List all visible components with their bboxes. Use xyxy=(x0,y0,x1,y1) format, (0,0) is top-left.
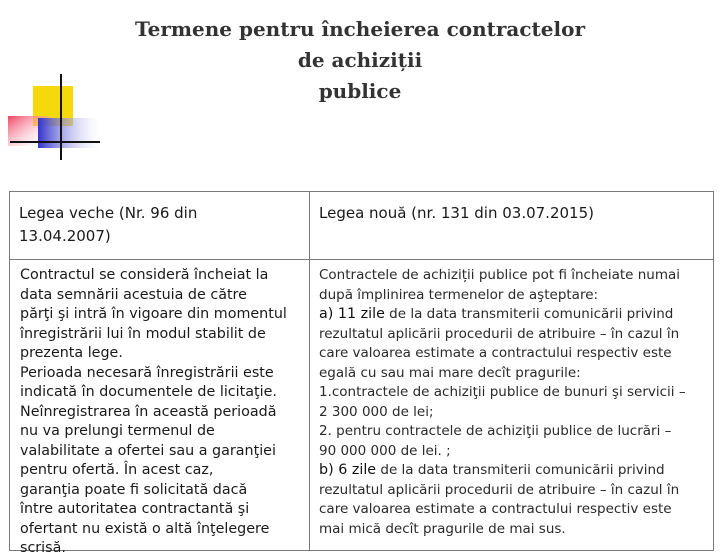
old-law-line: Perioada necesară înregistrării este xyxy=(20,364,274,381)
table-body-row xyxy=(10,260,714,551)
header-old-law-line: 13.04.2007) xyxy=(19,227,111,245)
table-header-row xyxy=(10,192,714,260)
old-law-line: scrisă. xyxy=(20,540,66,556)
header-old-law-line: Legea veche (Nr. 96 din xyxy=(19,204,198,222)
new-law-line-text: 2 300 000 de lei; xyxy=(319,403,434,420)
new-law-line xyxy=(319,383,709,403)
new-law-line xyxy=(319,344,709,364)
new-law-line xyxy=(319,481,709,501)
new-law-line xyxy=(319,403,709,423)
old-law-line: ofertant nu există o altă înţelegere xyxy=(20,520,270,537)
old-law-line: Contractul se consideră încheiat la xyxy=(20,267,269,283)
new-law-line-text: mai mică decît pragurile de mai sus. xyxy=(319,520,566,537)
old-law-line: valabilitate a ofertei sau a garanţiei xyxy=(20,442,276,459)
new-law-line-text: de la data transmiterii comunicării privind xyxy=(376,462,665,478)
old-law-line: indicată în documentele de licitaţie. xyxy=(20,384,277,400)
new-law-line-text: care valoarea estimate a contractului respectiv este xyxy=(319,501,672,517)
body-cell-old-law xyxy=(10,260,310,556)
old-law-text xyxy=(10,260,309,559)
new-law-line-text: Contractele de achiziții publice pot fi încheiate numai xyxy=(319,267,681,283)
new-law-line xyxy=(319,325,709,345)
new-law-line xyxy=(319,305,709,325)
old-law-line: garanţia poate fi solicitată dacă xyxy=(20,481,248,498)
new-law-line xyxy=(319,286,709,306)
title-line-1: Termene pentru încheierea contractelor de achiziții xyxy=(135,17,585,72)
header-cell-new-law xyxy=(310,192,714,260)
body-cell-new-law xyxy=(310,260,714,551)
new-law-line-text: 1.contractele de achiziţii publice de bunuri şi servicii – xyxy=(319,384,686,400)
decorative-squares-graphic xyxy=(0,72,110,172)
new-law-text xyxy=(310,260,713,539)
comparison-table xyxy=(9,191,714,556)
new-law-line xyxy=(319,266,709,286)
new-law-line xyxy=(319,520,709,540)
new-law-line-text: de la data transmiterii comunicării privind xyxy=(384,306,674,322)
old-law-line: pentru ofertă. În acest caz, xyxy=(20,462,214,478)
new-law-line-text: după împlinirea termenelor de aşteptare: xyxy=(319,286,599,303)
new-law-line-text: rezultatul aplicării procedurii de atribuire – în cazul în xyxy=(319,325,680,342)
new-law-line xyxy=(319,500,709,520)
old-law-line: între autoritatea contractantă şi xyxy=(20,501,250,517)
new-law-line-text: 2. pentru contractele de achiziţii publice de lucrări – xyxy=(319,423,672,439)
new-law-line xyxy=(319,364,709,384)
new-law-line-text: egală cu sau mai mare decît pragurile: xyxy=(319,364,581,381)
old-law-line: înregistrării lui în modul stabilit de xyxy=(20,325,266,342)
new-law-line xyxy=(319,461,709,481)
deco-blue-square xyxy=(38,118,100,148)
new-law-term-label: a) 11 zile xyxy=(319,306,385,322)
new-law-line-text: 90 000 000 de lei. ; xyxy=(319,442,451,459)
title-line-2: publice xyxy=(318,79,402,103)
header-cell-old-law xyxy=(10,192,310,260)
old-law-line: părţi şi intră în vigoare din momentul xyxy=(20,306,287,322)
old-law-line: prezenta lege. xyxy=(20,345,123,361)
new-law-line xyxy=(319,442,709,462)
slide-title xyxy=(120,14,600,107)
new-law-term-label: b) 6 zile xyxy=(319,462,377,478)
old-law-line: Neînregistrarea în această perioadă xyxy=(20,403,277,420)
new-law-line-text: rezultatul aplicării procedurii de atribuire – în cazul în xyxy=(319,481,680,498)
old-law-line: nu va prelungi termenul de xyxy=(20,423,215,439)
header-new-law-text: Legea nouă (nr. 131 din 03.07.2015) xyxy=(319,204,594,222)
new-law-line xyxy=(319,422,709,442)
old-law-line: data semnării acestuia de către xyxy=(20,286,247,303)
new-law-line-text: care valoarea estimate a contractului respectiv este xyxy=(319,345,672,361)
